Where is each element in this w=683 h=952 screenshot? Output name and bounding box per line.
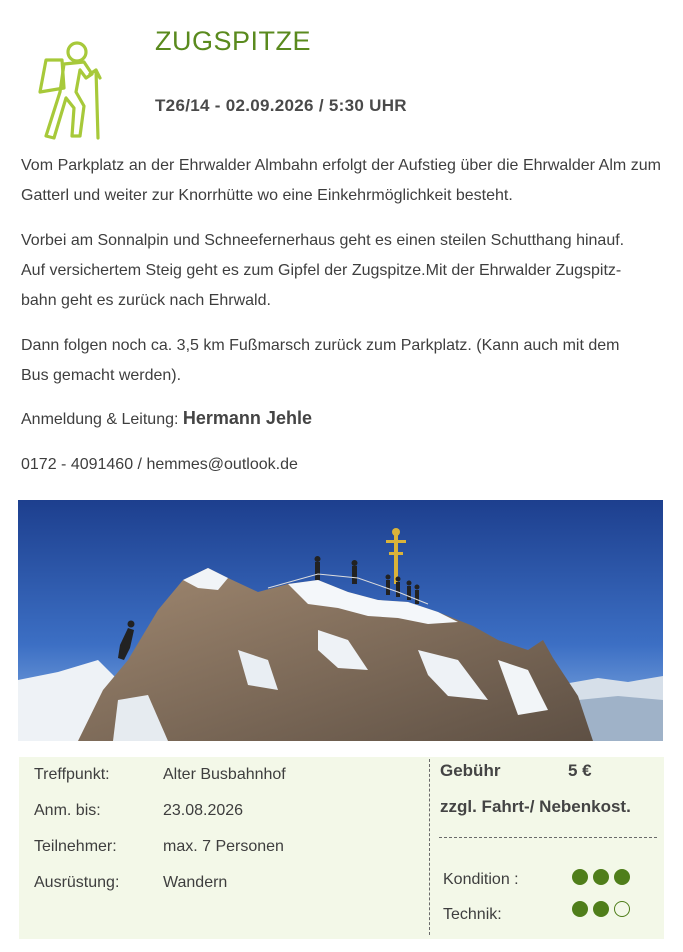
rating-dot-filled: [572, 869, 588, 885]
info-value: max. 7 Personen: [163, 838, 284, 855]
text-line: Auf versichertem Steig geht es zum Gipfel der Zugspitze.Mit der Ehrwalder Zugspitz-: [21, 262, 622, 279]
text-line: Dann folgen noch ca. 3,5 km Fußmarsch zurück zum Parkplatz. (Kann auch mit dem: [21, 337, 620, 354]
info-value: Wandern: [163, 874, 228, 891]
rating-dot-filled: [593, 901, 609, 917]
page-title: ZUGSPITZE: [155, 26, 312, 56]
info-row-participants: [34, 838, 284, 856]
info-label: Anm. bis:: [34, 802, 101, 819]
rating-dots-fitness: [572, 869, 630, 885]
info-label: Ausrüstung:: [34, 874, 120, 891]
rating-dot-filled: [614, 869, 630, 885]
text-line: bahn geht es zurück nach Ehrwald.: [21, 292, 271, 309]
hiker-icon: [30, 40, 108, 142]
leader-line: [21, 408, 312, 429]
text-line: Vorbei am Sonnalpin und Schneefernerhaus geht es einen steilen Schutthang hinauf.: [21, 232, 625, 249]
contact-info: 0172 - 4091460 / hemmes@outlook.de: [21, 456, 298, 473]
info-label: Treffpunkt:: [34, 766, 110, 783]
summit-photo: [18, 500, 663, 741]
description-paragraph-3: [21, 331, 661, 391]
rating-label-technique: Technik:: [443, 906, 502, 923]
info-row-registration-deadline: [34, 802, 244, 820]
info-row-meeting-point: [34, 766, 286, 784]
fee-label: Gebühr: [440, 761, 501, 780]
horizontal-divider: [439, 837, 657, 838]
info-label: Teilnehmer:: [34, 838, 117, 855]
tour-code-date: T26/14 - 02.09.2026 / 5:30 UHR: [155, 96, 407, 115]
tour-info-panel: [19, 757, 664, 939]
fee-note: zzgl. Fahrt-/ Nebenkost.: [440, 797, 631, 816]
vertical-divider: [429, 759, 430, 935]
info-value: Alter Busbahnhof: [163, 766, 286, 783]
rating-dot-filled: [593, 869, 609, 885]
rating-dot-empty: [614, 901, 630, 917]
fee-value: 5 €: [568, 761, 592, 780]
description-paragraph-1: Vom Parkplatz an der Ehrwalder Almbahn erfolgt der Aufstieg über die Ehrwalder Alm zum Gatterl und weiter zur Knorrhütte wo eine Einkehrmöglichkeit besteht.: [21, 157, 661, 204]
description-paragraph-2: [21, 226, 661, 316]
rating-label-fitness: Kondition :: [443, 871, 519, 888]
info-value: 23.08.2026: [163, 802, 244, 819]
info-row-equipment: [34, 874, 228, 892]
text-line: Bus gemacht werden).: [21, 367, 182, 384]
leader-label: Anmeldung & Leitung:: [21, 411, 179, 428]
rating-dot-filled: [572, 901, 588, 917]
leader-name: Hermann Jehle: [182, 408, 312, 428]
rating-dots-technique: [572, 901, 630, 917]
